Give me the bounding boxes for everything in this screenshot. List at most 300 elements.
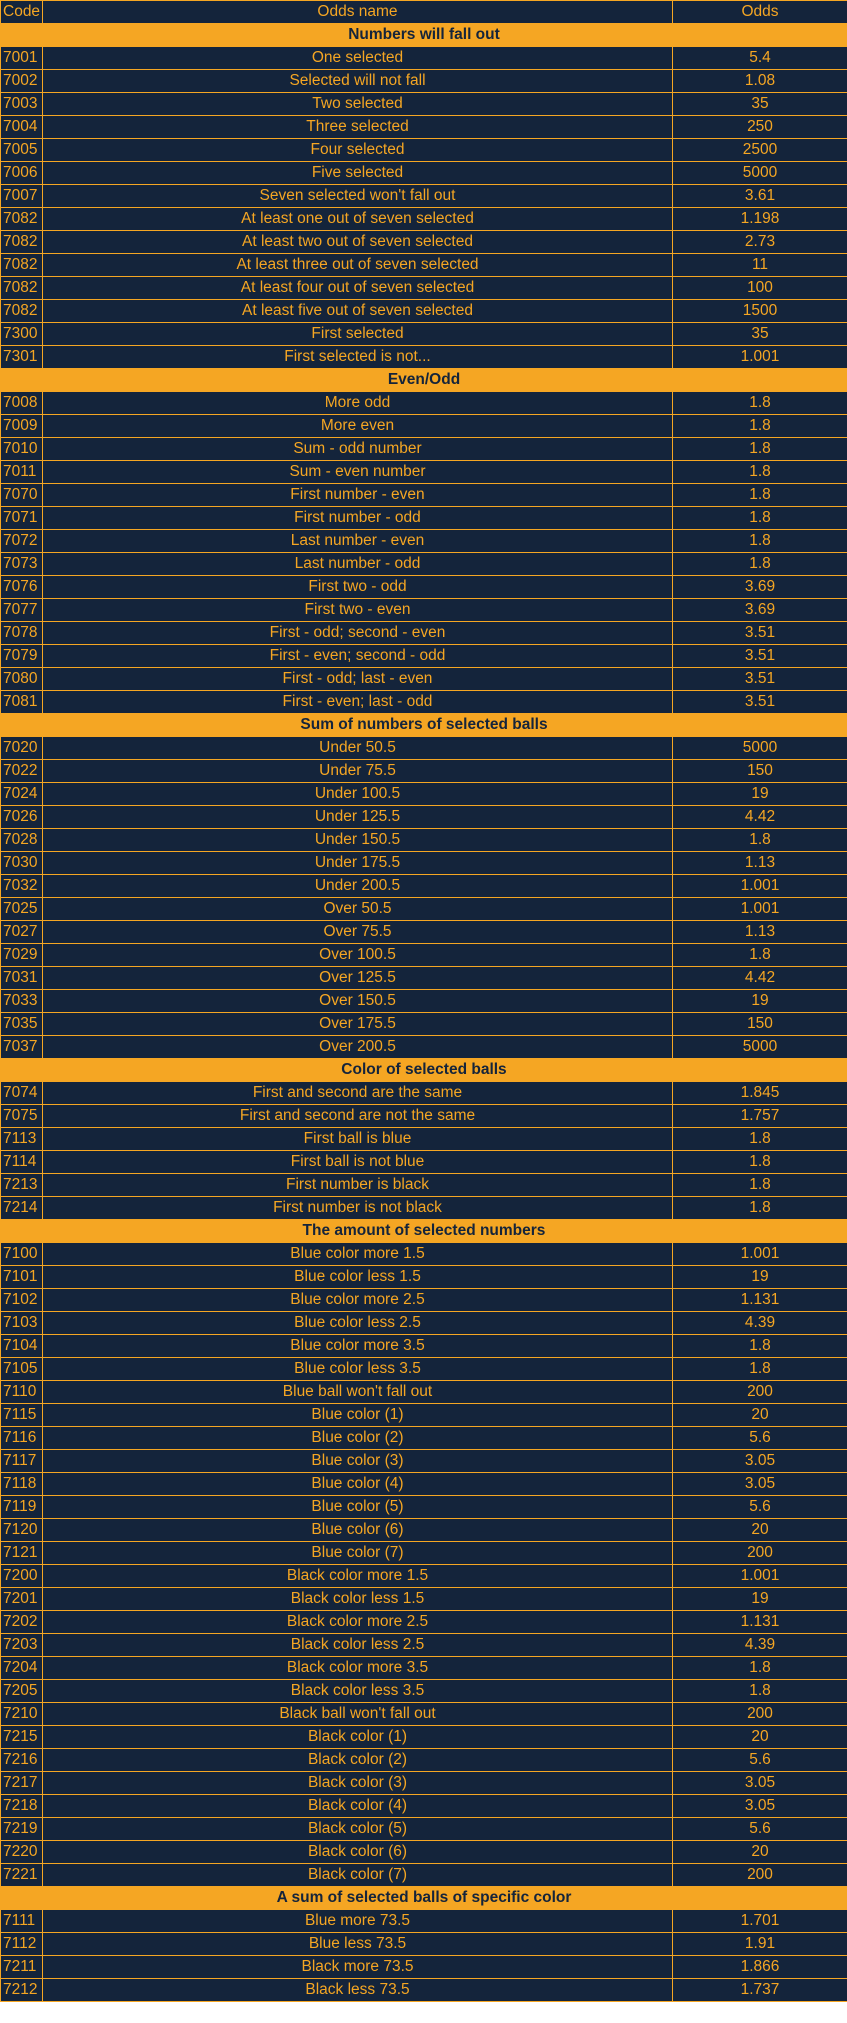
odds-value: 1.13 (673, 921, 847, 944)
table-row (1, 1542, 847, 1565)
table-row (1, 415, 847, 438)
odds-name: Blue color less 1.5 (43, 1266, 673, 1289)
table-row (1, 1082, 847, 1105)
table-row (1, 1749, 847, 1772)
table-row (1, 1128, 847, 1151)
odds-value: 1.8 (673, 415, 847, 438)
odds-name: Under 75.5 (43, 760, 673, 783)
odds-name: Black color (1) (43, 1726, 673, 1749)
odds-name: More even (43, 415, 673, 438)
odds-name: At least one out of seven selected (43, 208, 673, 231)
odds-value: 1.8 (673, 1197, 847, 1220)
odds-name: Two selected (43, 93, 673, 116)
odds-value: 3.61 (673, 185, 847, 208)
table-row (1, 1864, 847, 1887)
table-row (1, 944, 847, 967)
odds-name: First ball is blue (43, 1128, 673, 1151)
table-row (1, 1795, 847, 1818)
bet-code: 7031 (1, 967, 43, 990)
odds-name: First selected is not... (43, 346, 673, 369)
odds-value: 1.13 (673, 852, 847, 875)
bet-code: 7102 (1, 1289, 43, 1312)
odds-name: Black color (3) (43, 1772, 673, 1795)
bet-code: 7202 (1, 1611, 43, 1634)
odds-value: 1.8 (673, 530, 847, 553)
odds-name: First number is black (43, 1174, 673, 1197)
bet-code: 7219 (1, 1818, 43, 1841)
bet-code: 7215 (1, 1726, 43, 1749)
odds-value: 1.8 (673, 1335, 847, 1358)
bet-code: 7104 (1, 1335, 43, 1358)
section-header-row (1, 24, 847, 47)
odds-name: Blue color (7) (43, 1542, 673, 1565)
bet-code: 7074 (1, 1082, 43, 1105)
table-row (1, 576, 847, 599)
table-row (1, 553, 847, 576)
table-row (1, 116, 847, 139)
table-row (1, 622, 847, 645)
table-row (1, 484, 847, 507)
odds-value: 5.6 (673, 1749, 847, 1772)
odds-name: Black color (4) (43, 1795, 673, 1818)
odds-name: Black color more 3.5 (43, 1657, 673, 1680)
section-header-row (1, 714, 847, 737)
odds-value: 5.4 (673, 47, 847, 70)
odds-name: Over 75.5 (43, 921, 673, 944)
bet-code: 7116 (1, 1427, 43, 1450)
table-row (1, 1243, 847, 1266)
table-row (1, 93, 847, 116)
odds-value: 4.42 (673, 806, 847, 829)
table-row (1, 1611, 847, 1634)
odds-value: 3.05 (673, 1772, 847, 1795)
table-row (1, 438, 847, 461)
odds-name: Seven selected won't fall out (43, 185, 673, 208)
odds-value: 19 (673, 1588, 847, 1611)
odds-value: 1.001 (673, 1565, 847, 1588)
odds-name: First two - even (43, 599, 673, 622)
odds-name: Sum - odd number (43, 438, 673, 461)
table-row (1, 392, 847, 415)
odds-value: 3.51 (673, 668, 847, 691)
odds-value: 1.8 (673, 484, 847, 507)
odds-name: Black color more 1.5 (43, 1565, 673, 1588)
bet-code: 7033 (1, 990, 43, 1013)
table-row (1, 967, 847, 990)
odds-name: More odd (43, 392, 673, 415)
table-row (1, 277, 847, 300)
table-row (1, 691, 847, 714)
odds-name: First - odd; last - even (43, 668, 673, 691)
odds-name: Blue color more 1.5 (43, 1243, 673, 1266)
bet-code: 7075 (1, 1105, 43, 1128)
bet-code: 7003 (1, 93, 43, 116)
bet-code: 7029 (1, 944, 43, 967)
section-header-row (1, 369, 847, 392)
odds-value: 250 (673, 116, 847, 139)
table-row (1, 1036, 847, 1059)
table-row (1, 1358, 847, 1381)
odds-value: 3.69 (673, 599, 847, 622)
odds-name: Blue color less 3.5 (43, 1358, 673, 1381)
odds-value: 4.39 (673, 1312, 847, 1335)
odds-name: Under 150.5 (43, 829, 673, 852)
table-row (1, 461, 847, 484)
odds-name: First number - odd (43, 507, 673, 530)
odds-value: 100 (673, 277, 847, 300)
table-row (1, 208, 847, 231)
bet-code: 7082 (1, 300, 43, 323)
bet-code: 7103 (1, 1312, 43, 1335)
table-row (1, 70, 847, 93)
odds-value: 1.001 (673, 1243, 847, 1266)
odds-value: 1.8 (673, 507, 847, 530)
odds-value: 1.001 (673, 875, 847, 898)
table-row (1, 300, 847, 323)
odds-value: 1.8 (673, 1680, 847, 1703)
odds-name: First two - odd (43, 576, 673, 599)
bet-code: 7216 (1, 1749, 43, 1772)
bet-code: 7105 (1, 1358, 43, 1381)
odds-name: Black color less 3.5 (43, 1680, 673, 1703)
table-row (1, 645, 847, 668)
odds-value: 1.001 (673, 898, 847, 921)
table-row (1, 806, 847, 829)
table-row (1, 162, 847, 185)
odds-name: Over 100.5 (43, 944, 673, 967)
table-row (1, 668, 847, 691)
bet-code: 7300 (1, 323, 43, 346)
odds-value: 1.131 (673, 1289, 847, 1312)
table-row (1, 737, 847, 760)
table-row (1, 507, 847, 530)
bet-code: 7010 (1, 438, 43, 461)
odds-name: Black color (5) (43, 1818, 673, 1841)
bet-code: 7082 (1, 277, 43, 300)
odds-name: First and second are not the same (43, 1105, 673, 1128)
odds-value: 200 (673, 1703, 847, 1726)
odds-name: Black ball won't fall out (43, 1703, 673, 1726)
table-row (1, 1565, 847, 1588)
odds-value: 20 (673, 1404, 847, 1427)
odds-value: 2500 (673, 139, 847, 162)
odds-name: At least three out of seven selected (43, 254, 673, 277)
odds-name: Black color (6) (43, 1841, 673, 1864)
odds-name: Blue color more 3.5 (43, 1335, 673, 1358)
bet-code: 7110 (1, 1381, 43, 1404)
table-row (1, 1013, 847, 1036)
odds-name: Under 175.5 (43, 852, 673, 875)
odds-name: First and second are the same (43, 1082, 673, 1105)
bet-code: 7001 (1, 47, 43, 70)
bet-code: 7037 (1, 1036, 43, 1059)
odds-value: 3.51 (673, 622, 847, 645)
table-row (1, 1289, 847, 1312)
table-row (1, 1910, 847, 1933)
odds-name: Over 175.5 (43, 1013, 673, 1036)
odds-value: 1.8 (673, 1358, 847, 1381)
bet-code: 7081 (1, 691, 43, 714)
odds-table-body (1, 24, 847, 2002)
odds-value: 35 (673, 93, 847, 116)
odds-name: First selected (43, 323, 673, 346)
table-row (1, 1381, 847, 1404)
table-row (1, 1312, 847, 1335)
bet-code: 7214 (1, 1197, 43, 1220)
odds-value: 5.6 (673, 1496, 847, 1519)
odds-value: 1.8 (673, 1657, 847, 1680)
bet-code: 7079 (1, 645, 43, 668)
odds-value: 1.701 (673, 1910, 847, 1933)
bet-code: 7028 (1, 829, 43, 852)
odds-value: 3.05 (673, 1450, 847, 1473)
odds-name: Blue color (1) (43, 1404, 673, 1427)
bet-code: 7027 (1, 921, 43, 944)
table-row (1, 1956, 847, 1979)
odds-value: 1.757 (673, 1105, 847, 1128)
odds-value: 11 (673, 254, 847, 277)
table-row (1, 760, 847, 783)
odds-value: 3.05 (673, 1473, 847, 1496)
section-header-row (1, 1220, 847, 1243)
table-row (1, 47, 847, 70)
odds-name: Black color (2) (43, 1749, 673, 1772)
table-row (1, 1427, 847, 1450)
odds-name: Under 100.5 (43, 783, 673, 806)
table-row (1, 1519, 847, 1542)
odds-name: Over 125.5 (43, 967, 673, 990)
odds-value: 1.8 (673, 392, 847, 415)
bet-code: 7070 (1, 484, 43, 507)
odds-value: 1.001 (673, 346, 847, 369)
odds-value: 1.8 (673, 461, 847, 484)
odds-name: Blue color (5) (43, 1496, 673, 1519)
bet-code: 7211 (1, 1956, 43, 1979)
odds-name: Black color (7) (43, 1864, 673, 1887)
section-title: Sum of numbers of selected balls (1, 714, 847, 737)
bet-code: 7203 (1, 1634, 43, 1657)
table-row (1, 1726, 847, 1749)
odds-value: 150 (673, 760, 847, 783)
odds-value: 1500 (673, 300, 847, 323)
table-row (1, 1473, 847, 1496)
table-row (1, 852, 847, 875)
odds-value: 19 (673, 1266, 847, 1289)
odds-name: Last number - odd (43, 553, 673, 576)
table-row (1, 875, 847, 898)
odds-value: 4.42 (673, 967, 847, 990)
bet-code: 7032 (1, 875, 43, 898)
bet-code: 7024 (1, 783, 43, 806)
table-row (1, 1450, 847, 1473)
odds-value: 2.73 (673, 231, 847, 254)
table-row (1, 1933, 847, 1956)
table-row (1, 599, 847, 622)
bet-code: 7120 (1, 1519, 43, 1542)
bet-code: 7205 (1, 1680, 43, 1703)
bet-code: 7113 (1, 1128, 43, 1151)
odds-name: Blue color (2) (43, 1427, 673, 1450)
column-header-odds-name: Odds name (43, 1, 673, 24)
odds-value: 1.198 (673, 208, 847, 231)
table-row (1, 990, 847, 1013)
bet-code: 7009 (1, 415, 43, 438)
odds-value: 1.866 (673, 1956, 847, 1979)
odds-value: 1.08 (673, 70, 847, 93)
bet-code: 7082 (1, 231, 43, 254)
bet-code: 7076 (1, 576, 43, 599)
odds-name: Over 200.5 (43, 1036, 673, 1059)
odds-name: Under 125.5 (43, 806, 673, 829)
odds-name: Last number - even (43, 530, 673, 553)
table-row (1, 1197, 847, 1220)
bet-code: 7006 (1, 162, 43, 185)
column-header-odds: Odds (673, 1, 847, 24)
odds-name: Black color more 2.5 (43, 1611, 673, 1634)
odds-value: 3.05 (673, 1795, 847, 1818)
odds-name: Over 50.5 (43, 898, 673, 921)
bet-code: 7022 (1, 760, 43, 783)
bet-code: 7212 (1, 1979, 43, 2002)
section-title: Numbers will fall out (1, 24, 847, 47)
odds-name: Selected will not fall (43, 70, 673, 93)
odds-value: 5.6 (673, 1427, 847, 1450)
odds-name: Under 50.5 (43, 737, 673, 760)
odds-value: 20 (673, 1519, 847, 1542)
bet-code: 7008 (1, 392, 43, 415)
odds-value: 1.8 (673, 829, 847, 852)
table-row (1, 1496, 847, 1519)
table-row (1, 1404, 847, 1427)
odds-name: Black less 73.5 (43, 1979, 673, 2002)
bet-code: 7078 (1, 622, 43, 645)
odds-value: 1.737 (673, 1979, 847, 2002)
odds-value: 5000 (673, 1036, 847, 1059)
bet-code: 7121 (1, 1542, 43, 1565)
odds-name: Blue more 73.5 (43, 1910, 673, 1933)
table-row (1, 139, 847, 162)
bet-code: 7030 (1, 852, 43, 875)
bet-code: 7005 (1, 139, 43, 162)
odds-value: 1.8 (673, 1151, 847, 1174)
bet-code: 7035 (1, 1013, 43, 1036)
odds-name: First number is not black (43, 1197, 673, 1220)
odds-name: Blue less 73.5 (43, 1933, 673, 1956)
table-row (1, 185, 847, 208)
table-row (1, 1174, 847, 1197)
bet-code: 7112 (1, 1933, 43, 1956)
bet-code: 7119 (1, 1496, 43, 1519)
odds-name: Black color less 2.5 (43, 1634, 673, 1657)
table-header-row (1, 1, 847, 24)
bet-code: 7080 (1, 668, 43, 691)
odds-name: Blue color (6) (43, 1519, 673, 1542)
odds-value: 1.8 (673, 1128, 847, 1151)
odds-value: 1.8 (673, 944, 847, 967)
table-row (1, 1105, 847, 1128)
odds-value: 4.39 (673, 1634, 847, 1657)
bet-code: 7073 (1, 553, 43, 576)
bet-code: 7071 (1, 507, 43, 530)
odds-name: Blue color less 2.5 (43, 1312, 673, 1335)
odds-name: Blue color more 2.5 (43, 1289, 673, 1312)
odds-value: 5.6 (673, 1818, 847, 1841)
table-row (1, 323, 847, 346)
bet-code: 7114 (1, 1151, 43, 1174)
bet-code: 7007 (1, 185, 43, 208)
bet-code: 7111 (1, 1910, 43, 1933)
bet-code: 7200 (1, 1565, 43, 1588)
bet-code: 7026 (1, 806, 43, 829)
odds-value: 200 (673, 1864, 847, 1887)
bet-code: 7025 (1, 898, 43, 921)
odds-name: First ball is not blue (43, 1151, 673, 1174)
odds-value: 200 (673, 1542, 847, 1565)
table-row (1, 1772, 847, 1795)
table-row (1, 1818, 847, 1841)
odds-value: 19 (673, 990, 847, 1013)
bet-code: 7221 (1, 1864, 43, 1887)
odds-value: 19 (673, 783, 847, 806)
column-header-code: Code (1, 1, 43, 24)
odds-value: 5000 (673, 737, 847, 760)
bet-code: 7301 (1, 346, 43, 369)
table-row (1, 1634, 847, 1657)
odds-name: Three selected (43, 116, 673, 139)
table-row (1, 254, 847, 277)
bet-code: 7004 (1, 116, 43, 139)
bet-code: 7100 (1, 1243, 43, 1266)
table-row (1, 898, 847, 921)
odds-name: One selected (43, 47, 673, 70)
table-row (1, 829, 847, 852)
odds-name: Sum - even number (43, 461, 673, 484)
table-row (1, 921, 847, 944)
table-row (1, 1335, 847, 1358)
bet-code: 7218 (1, 1795, 43, 1818)
odds-name: Blue ball won't fall out (43, 1381, 673, 1404)
section-title: The amount of selected numbers (1, 1220, 847, 1243)
bet-code: 7210 (1, 1703, 43, 1726)
table-row (1, 231, 847, 254)
table-row (1, 1680, 847, 1703)
odds-name: At least four out of seven selected (43, 277, 673, 300)
odds-value: 200 (673, 1381, 847, 1404)
odds-value: 3.51 (673, 691, 847, 714)
bet-code: 7213 (1, 1174, 43, 1197)
table-row (1, 1979, 847, 2002)
section-title: Color of selected balls (1, 1059, 847, 1082)
odds-value: 1.8 (673, 553, 847, 576)
bet-code: 7011 (1, 461, 43, 484)
bet-code: 7072 (1, 530, 43, 553)
odds-value: 35 (673, 323, 847, 346)
odds-name: First number - even (43, 484, 673, 507)
bet-code: 7002 (1, 70, 43, 93)
table-row (1, 1841, 847, 1864)
table-row (1, 1588, 847, 1611)
odds-name: Over 150.5 (43, 990, 673, 1013)
odds-name: Black more 73.5 (43, 1956, 673, 1979)
bet-code: 7082 (1, 208, 43, 231)
odds-name: Four selected (43, 139, 673, 162)
table-row (1, 783, 847, 806)
bet-code: 7118 (1, 1473, 43, 1496)
odds-name: At least five out of seven selected (43, 300, 673, 323)
odds-value: 3.51 (673, 645, 847, 668)
odds-value: 1.91 (673, 1933, 847, 1956)
bet-code: 7201 (1, 1588, 43, 1611)
